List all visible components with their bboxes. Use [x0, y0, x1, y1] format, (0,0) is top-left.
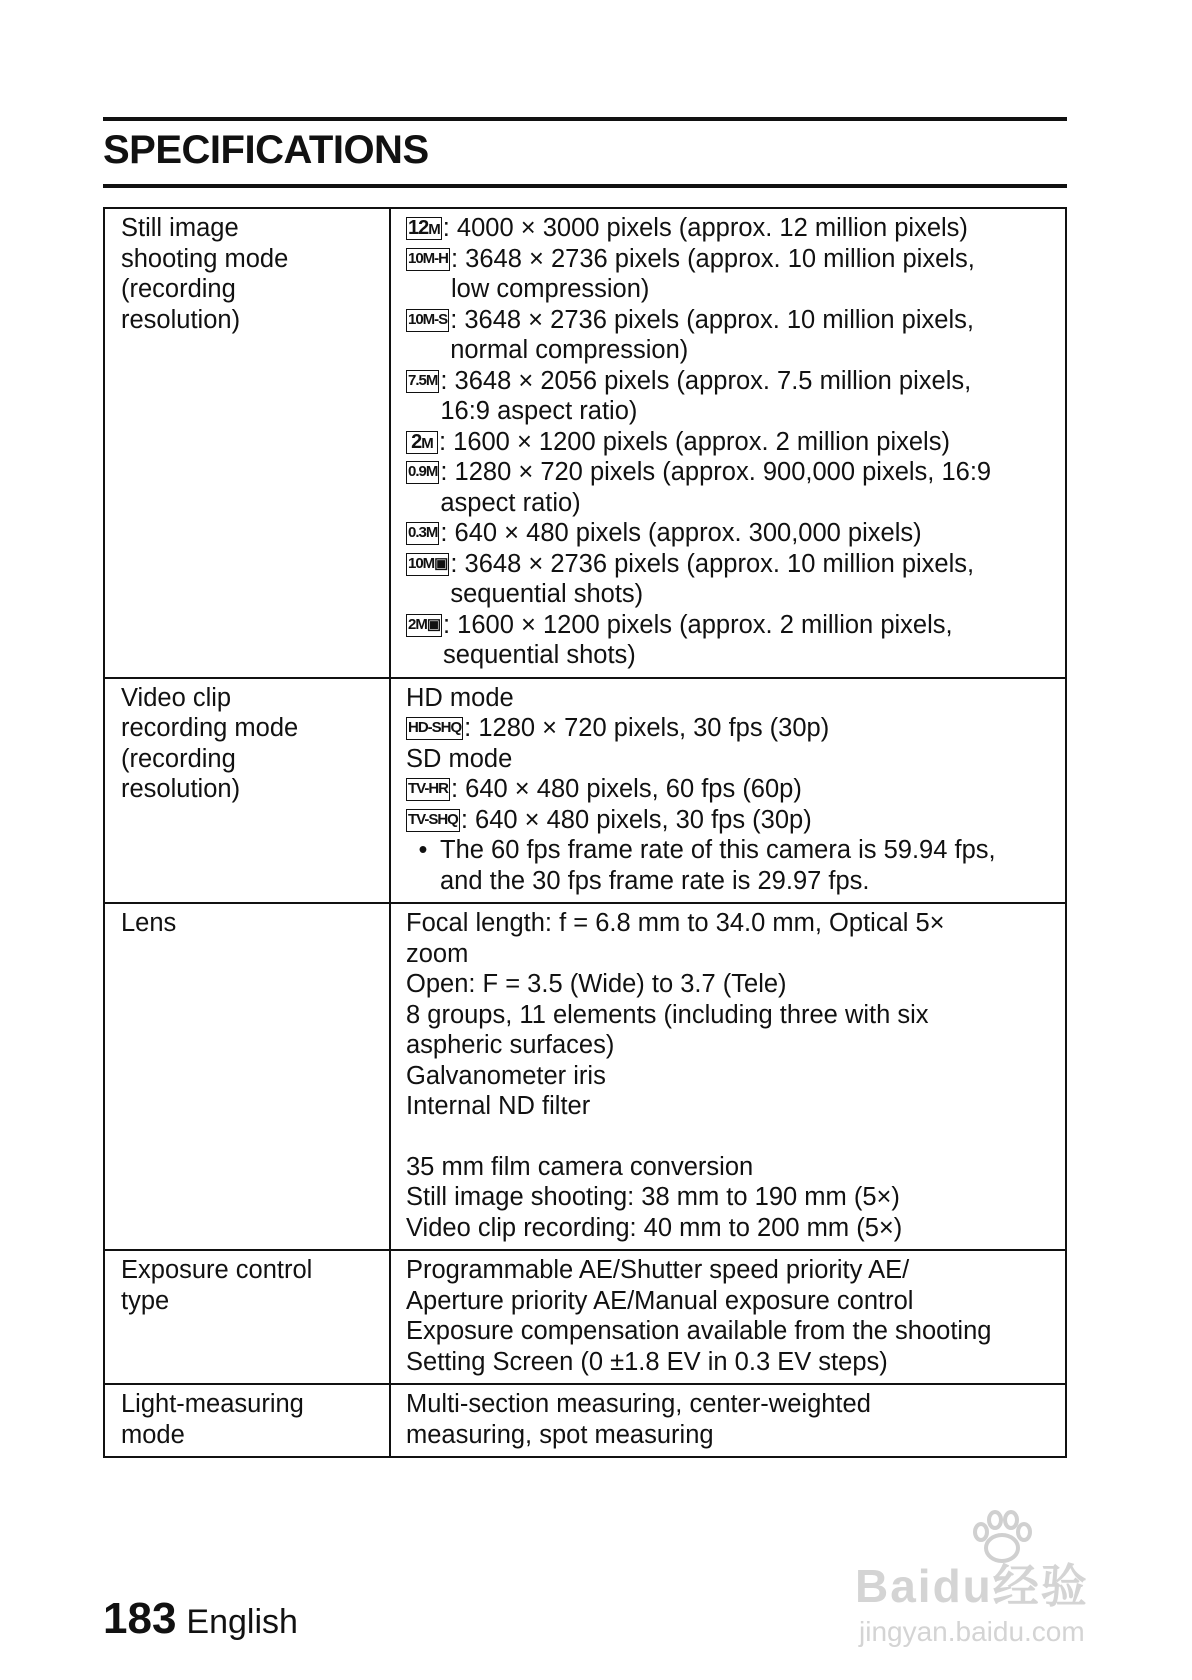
watermark-url: jingyan.baidu.com: [859, 1616, 1085, 1647]
resolution-12m-icon: 12M: [408, 217, 440, 239]
spec-value: [390, 208, 1066, 678]
video-tv-shq-icon: TV-SHQ: [406, 809, 460, 832]
video-entry-hd-shq: HD-SHQ : 1280 × 720 pixels, 30 fps (30p): [408, 714, 830, 742]
exposure-line: Aperture priority AE/Manual exposure control: [406, 1286, 914, 1315]
spec-label: Light-measuring mode: [104, 1384, 390, 1457]
lens-line: aspheric surfaces): [406, 1031, 615, 1059]
still-entry-0-3m: 0.3M : 640 × 480 pixels (approx. 300,000 pixels): [408, 519, 922, 547]
spec-row-exposure-control: [104, 1250, 1066, 1384]
light-measuring-line: measuring, spot measuring: [406, 1420, 714, 1449]
video-entry-tv-shq: TV-SHQ : 640 × 480 pixels, 30 fps (30p): [408, 805, 812, 834]
spec-label: Video clip recording mode (recording resolution): [104, 678, 390, 904]
watermark-logo: Baidu经验: [855, 1560, 1089, 1612]
resolution-2m-icon: 2M: [406, 431, 438, 454]
lens-line: zoom: [406, 939, 469, 968]
resolution-7-5m-icon: 7.5M: [406, 370, 439, 393]
still-entry-2m-sequential: 2M▣ : 1600 × 1200 pixels (approx. 2 million pixels, sequential shots): [408, 610, 953, 669]
page-footer: [103, 1594, 298, 1644]
lens-line: Galvanometer iris: [406, 1061, 606, 1090]
exposure-line: Exposure compensation available from the shooting: [406, 1317, 992, 1345]
light-measuring-line: Multi-section measuring, center-weighted: [406, 1390, 871, 1418]
lens-line: 35 mm film camera conversion: [406, 1152, 754, 1181]
specifications-table: [103, 207, 1067, 1458]
lens-line: Focal length: f = 6.8 mm to 34.0 mm, Optical 5×: [406, 909, 945, 937]
video-tv-hr-icon: TV-HR: [406, 778, 450, 801]
resolution-0-9m-icon: 0.9M: [406, 461, 439, 484]
still-entry-10m-h: 10M-H : 3648 × 2736 pixels (approx. 10 million pixels, low compression): [408, 244, 975, 303]
lens-line: 8 groups, 11 elements (including three with six: [406, 1000, 929, 1029]
resolution-10m-s-icon: 10M-S: [406, 309, 449, 332]
spec-value: [390, 903, 1066, 1250]
baidu-watermark: [855, 1510, 1135, 1660]
hd-mode-heading: HD mode: [406, 683, 514, 712]
sd-mode-heading: SD mode: [406, 744, 513, 773]
header-top-rule: [103, 117, 1067, 121]
still-entry-10m-sequential: 10M▣ : 3648 × 2736 pixels (approx. 10 million pixels, sequential shots): [408, 549, 975, 608]
still-entry-0-9m: 0.9M : 1280 × 720 pixels (approx. 900,000 pixels, 16:9 aspect ratio): [408, 458, 992, 517]
video-hd-shq-icon: HD-SHQ: [406, 717, 463, 740]
page-title: SPECIFICATIONS: [103, 128, 429, 172]
still-entry-12m: 12M : 4000 × 3000 pixels (approx. 12 million pixels): [408, 214, 968, 242]
spec-row-lens: [104, 903, 1066, 1250]
spec-value: [390, 1384, 1066, 1457]
exposure-line: Setting Screen (0 ±1.8 EV in 0.3 EV steps): [406, 1347, 888, 1376]
spacer: [406, 1122, 1055, 1152]
resolution-10m-sequential-icon: 10M▣: [406, 553, 449, 576]
header-bottom-rule: [103, 184, 1067, 188]
spec-row-video-clip: [104, 678, 1066, 904]
page-number: 183: [103, 1594, 177, 1643]
spec-value: [390, 1250, 1066, 1384]
resolution-2m-sequential-icon: 2M▣: [406, 614, 442, 637]
spec-row-still-image: [104, 208, 1066, 678]
frame-rate-note: • The 60 fps frame rate of this camera is 59.94 fps, and the 30 fps frame rate is 29.97 fps.: [406, 835, 1055, 896]
lens-line: Still image shooting: 38 mm to 190 mm (5×): [406, 1183, 900, 1211]
spec-label: Still image shooting mode (recording resolution): [104, 208, 390, 678]
exposure-line: Programmable AE/Shutter speed priority AE/: [406, 1256, 910, 1284]
footer-language: English: [186, 1603, 298, 1641]
bullet-icon: •: [418, 836, 428, 864]
spec-label: Lens: [104, 903, 390, 1250]
resolution-10m-h-icon: 10M-H: [406, 248, 450, 271]
spec-row-light-measuring: [104, 1384, 1066, 1457]
lens-line: Open: F = 3.5 (Wide) to 3.7 (Tele): [406, 970, 787, 998]
spec-label: Exposure control type: [104, 1250, 390, 1384]
still-entry-10m-s: 10M-S : 3648 × 2736 pixels (approx. 10 million pixels, normal compression): [408, 305, 974, 364]
still-entry-2m: 2M : 1600 × 1200 pixels (approx. 2 million pixels): [406, 427, 1055, 458]
still-entry-7-5m: 7.5M : 3648 × 2056 pixels (approx. 7.5 million pixels, 16:9 aspect ratio): [408, 366, 972, 425]
lens-line: Video clip recording: 40 mm to 200 mm (5×): [406, 1213, 903, 1242]
spec-value: [390, 678, 1066, 904]
video-entry-tv-hr: TV-HR : 640 × 480 pixels, 60 fps (60p): [408, 775, 802, 803]
resolution-0-3m-icon: 0.3M: [406, 522, 439, 545]
lens-line: Internal ND filter: [406, 1092, 591, 1120]
